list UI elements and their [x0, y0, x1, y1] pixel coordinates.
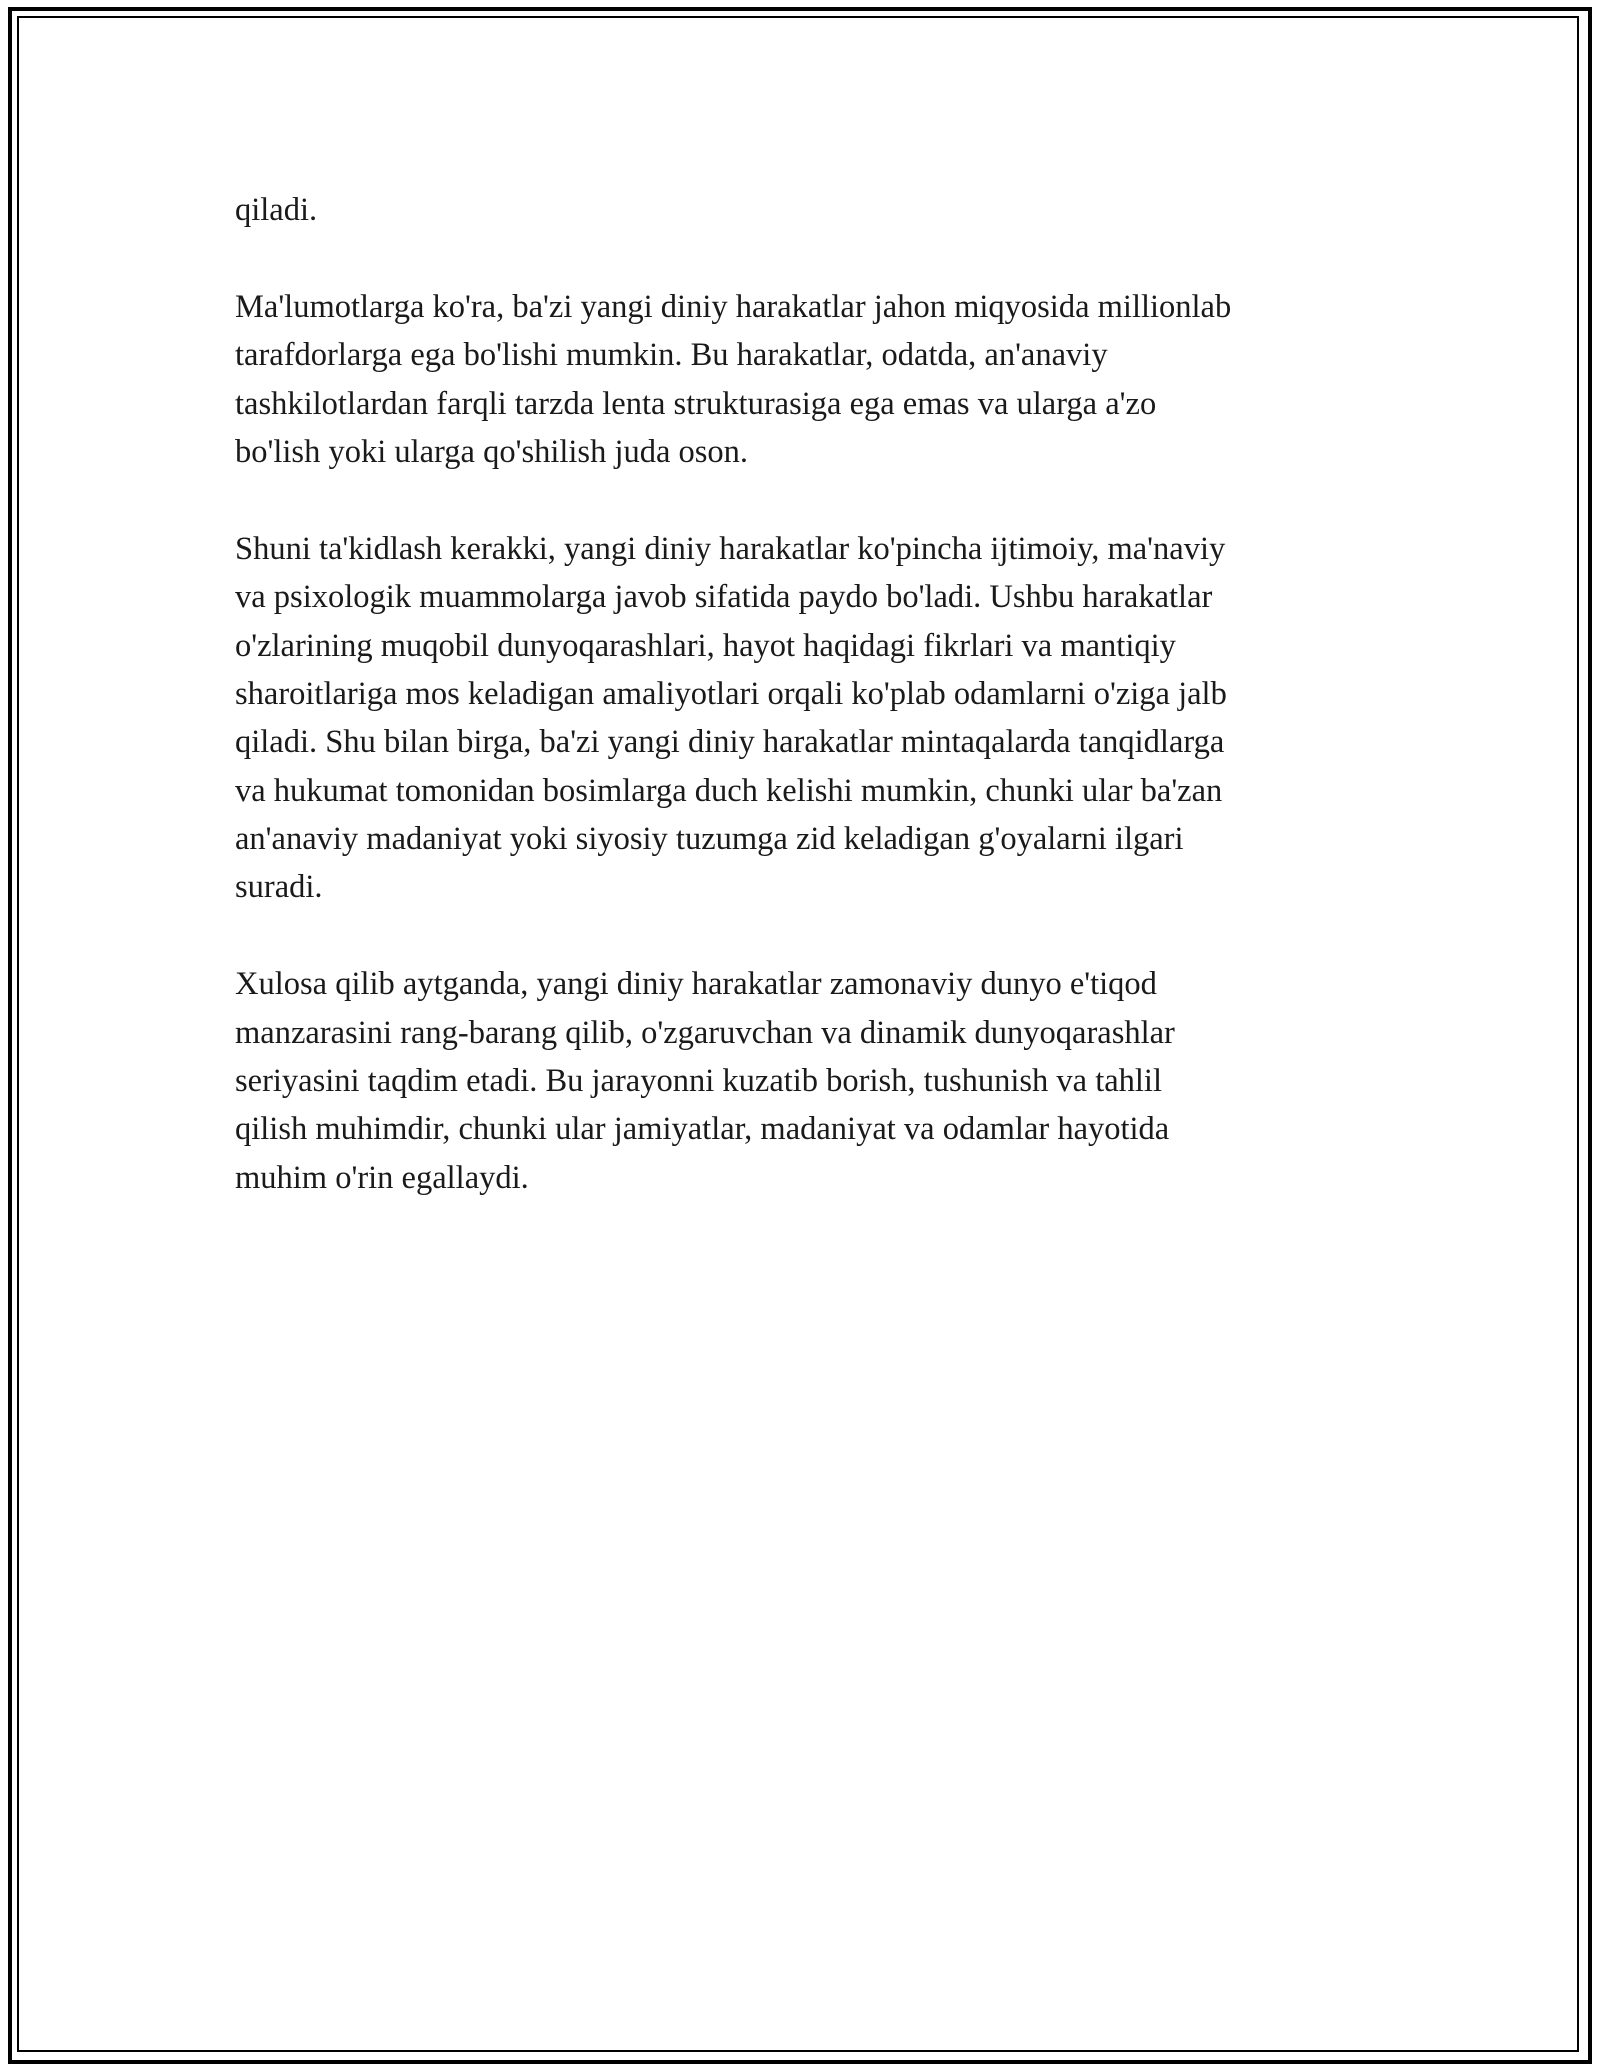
text-line: Shuni ta'kidlash kerakki, yangi diniy harakatlar ko'pincha ijtimoiy, ma'naviy	[235, 530, 1226, 567]
text-line: qilish muhimdir, chunki ular jamiyatlar, madaniyat va odamlar hayotida	[235, 1111, 1170, 1148]
text-line: va hukumat tomonidan bosimlarga duch kelishi mumkin, chunki ular ba'zan	[235, 772, 1223, 809]
document-body	[235, 186, 1385, 1251]
text-line: Xulosa qilib aytganda, yangi diniy harakatlar zamonaviy dunyo e'tiqod	[235, 966, 1157, 1003]
paragraph-4	[235, 960, 1385, 1202]
text-line: qiladi. Shu bilan birga, ba'zi yangi diniy harakatlar mintaqalarda tanqidlarga	[235, 724, 1225, 761]
text-line: muhim o'rin egallaydi.	[235, 1159, 529, 1196]
paragraph-1	[235, 186, 1385, 234]
text-line: an'anaviy madaniyat yoki siyosiy tuzumga zid keladigan g'oyalarni ilgari	[235, 821, 1184, 858]
text-line: manzarasini rang-barang qilib, o'zgaruvchan va dinamik dunyoqarashlar	[235, 1014, 1175, 1051]
text-line: suradi.	[235, 869, 323, 906]
text-line: o'zlarining muqobil dunyoqarashlari, hayot haqidagi fikrlari va mantiqiy	[235, 627, 1176, 664]
text-line: tarafdorlarga ega bo'lishi mumkin. Bu harakatlar, odatda, an'anaviy	[235, 337, 1108, 374]
text-line: bo'lish yoki ularga qo'shilish juda oson.	[235, 433, 749, 470]
text-line: va psixologik muammolarga javob sifatida paydo bo'ladi. Ushbu harakatlar	[235, 579, 1213, 616]
text-line: sharoitlariga mos keladigan amaliyotlari orqali ko'plab odamlarni o'ziga jalb	[235, 675, 1227, 712]
text-line: qiladi.	[235, 192, 318, 228]
text-line: seriyasini taqdim etadi. Bu jarayonni kuzatib borish, tushunish va tahlil	[235, 1063, 1162, 1100]
text-line: tashkilotlardan farqli tarzda lenta strukturasiga ega emas va ularga a'zo	[235, 385, 1157, 422]
paragraph-2	[235, 283, 1385, 477]
text-line: Ma'lumotlarga ko'ra, ba'zi yangi diniy harakatlar jahon miqyosida millionlab	[235, 288, 1232, 325]
paragraph-3	[235, 525, 1385, 912]
